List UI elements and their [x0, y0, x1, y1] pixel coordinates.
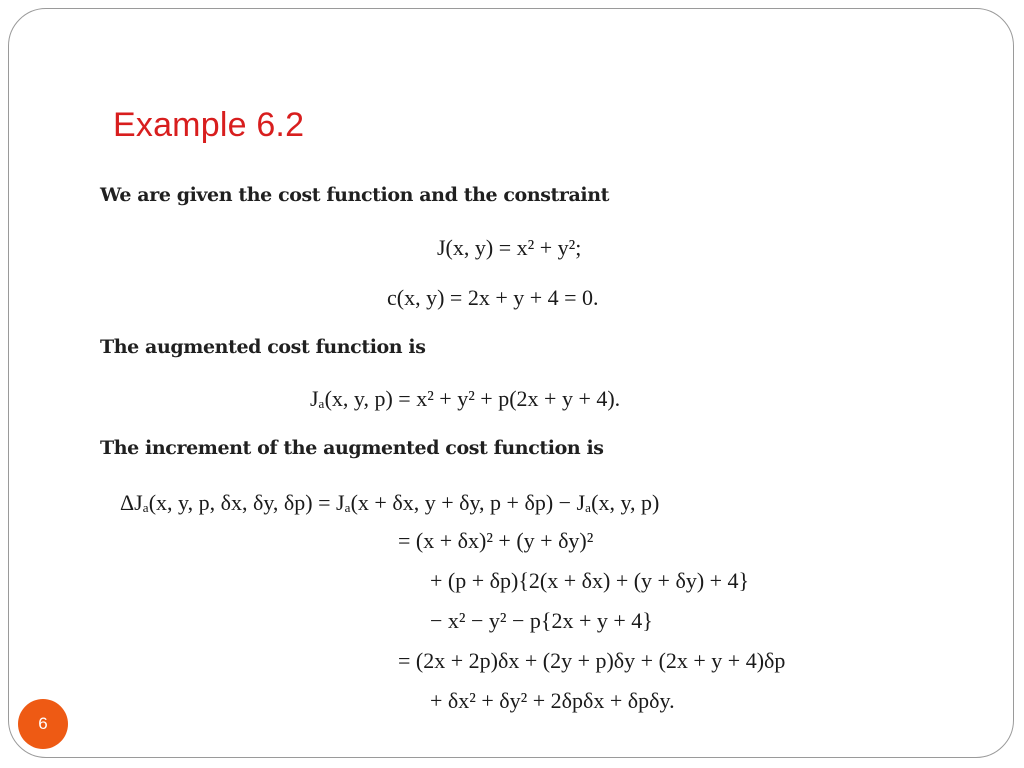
increment-equation-line-5: = (2x + 2p)δx + (2y + p)δy + (2x + y + 4)δp: [398, 648, 786, 673]
increment-equation-line-6: + δx² + δy² + 2δpδx + δpδy.: [430, 688, 675, 713]
increment-equation-line-3: + (p + δp){2(x + δx) + (y + δy) + 4}: [430, 568, 750, 593]
page-number: 6: [38, 714, 48, 733]
augmented-cost-equation: Jₐ(x, y, p) = x² + y² + p(2x + y + 4).: [310, 386, 621, 411]
slide-title: Example 6.2: [113, 106, 305, 144]
increment-intro-text: The increment of the augmented cost function is: [100, 437, 604, 459]
increment-equation-line-2: = (x + δx)² + (y + δy)²: [398, 528, 594, 553]
page-number-badge: [18, 699, 68, 749]
cost-function-equation: J(x, y) = x² + y²;: [437, 235, 582, 260]
constraint-equation: c(x, y) = 2x + y + 4 = 0.: [387, 285, 599, 310]
increment-equation-line-4: − x² − y² − p{2x + y + 4}: [430, 608, 653, 633]
increment-equation-line-1: ΔJₐ(x, y, p, δx, δy, δp) = Jₐ(x + δx, y + δy, p + δp) − Jₐ(x, y, p): [120, 490, 660, 515]
augmented-intro-text: The augmented cost function is: [100, 336, 426, 358]
intro-text: We are given the cost function and the constraint: [100, 184, 610, 206]
